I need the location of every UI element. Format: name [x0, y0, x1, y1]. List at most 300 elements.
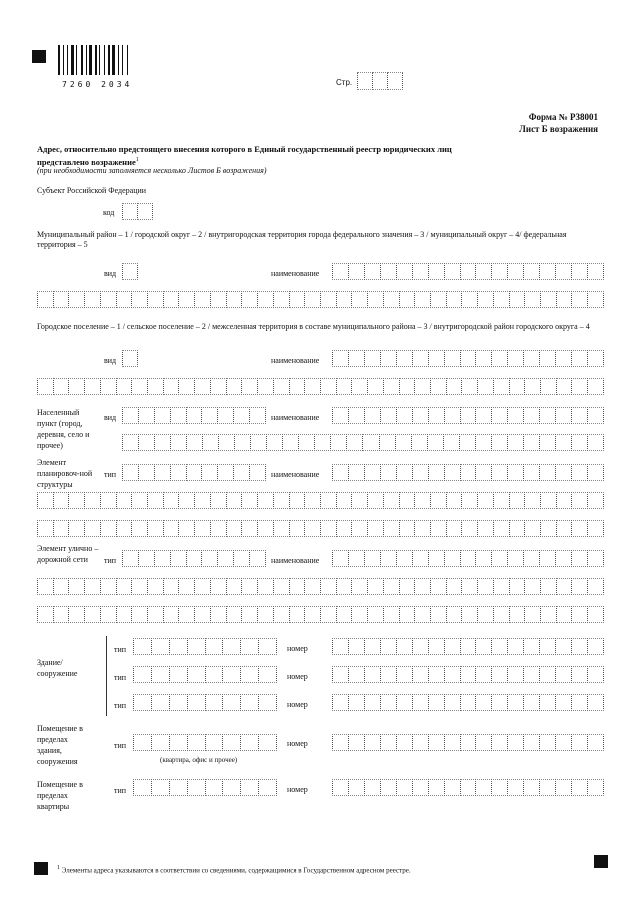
char-cell[interactable] — [37, 520, 54, 537]
char-cell[interactable] — [289, 378, 306, 395]
char-cell[interactable] — [460, 638, 477, 655]
char-cell[interactable] — [412, 666, 429, 683]
char-cell[interactable] — [154, 407, 171, 424]
char-cell[interactable] — [122, 407, 139, 424]
char-cell[interactable] — [587, 779, 604, 796]
char-cell[interactable] — [475, 434, 492, 451]
char-cell[interactable] — [444, 263, 461, 280]
char-cell[interactable] — [298, 434, 315, 451]
char-cell[interactable] — [507, 350, 524, 367]
char-cell[interactable] — [571, 638, 588, 655]
char-cell[interactable] — [383, 291, 400, 308]
char-cell[interactable] — [380, 734, 397, 751]
char-cell[interactable] — [383, 606, 400, 623]
settlement-name-field[interactable] — [332, 350, 603, 367]
char-cell[interactable] — [396, 779, 413, 796]
char-cell[interactable] — [446, 606, 463, 623]
char-cell[interactable] — [282, 434, 299, 451]
char-cell[interactable] — [122, 464, 139, 481]
char-cell[interactable] — [524, 578, 541, 595]
char-cell[interactable] — [523, 694, 540, 711]
char-cell[interactable] — [396, 734, 413, 751]
char-cell[interactable] — [587, 694, 604, 711]
char-cell[interactable] — [587, 550, 604, 567]
char-cell[interactable] — [233, 464, 250, 481]
char-cell[interactable] — [37, 578, 54, 595]
char-cell[interactable] — [289, 606, 306, 623]
char-cell[interactable] — [210, 378, 227, 395]
char-cell[interactable] — [226, 520, 243, 537]
char-cell[interactable] — [523, 734, 540, 751]
char-cell[interactable] — [380, 550, 397, 567]
char-cell[interactable] — [258, 779, 277, 796]
char-cell[interactable] — [428, 694, 445, 711]
char-cell[interactable] — [367, 291, 384, 308]
char-cell[interactable] — [509, 291, 526, 308]
char-cell[interactable] — [116, 606, 133, 623]
char-cell[interactable] — [571, 492, 588, 509]
street-name-field[interactable] — [332, 550, 603, 567]
char-cell[interactable] — [491, 779, 508, 796]
char-cell[interactable] — [320, 378, 337, 395]
building-type-field-2[interactable] — [133, 666, 276, 683]
char-cell[interactable] — [380, 350, 397, 367]
char-cell[interactable] — [412, 734, 429, 751]
char-cell[interactable] — [460, 694, 477, 711]
char-cell[interactable] — [201, 464, 218, 481]
char-cell[interactable] — [241, 606, 258, 623]
char-cell[interactable] — [133, 638, 152, 655]
char-cell[interactable] — [194, 520, 211, 537]
char-cell[interactable] — [587, 520, 604, 537]
char-cell[interactable] — [336, 378, 353, 395]
char-cell[interactable] — [540, 291, 557, 308]
char-cell[interactable] — [460, 779, 477, 796]
char-cell[interactable] — [395, 434, 412, 451]
char-cell[interactable] — [446, 492, 463, 509]
char-cell[interactable] — [493, 578, 510, 595]
char-cell[interactable] — [249, 550, 266, 567]
char-cell[interactable] — [444, 407, 461, 424]
char-cell[interactable] — [396, 464, 413, 481]
char-cell[interactable] — [412, 550, 429, 567]
char-cell[interactable] — [210, 578, 227, 595]
char-cell[interactable] — [444, 350, 461, 367]
char-cell[interactable] — [348, 263, 365, 280]
char-cell[interactable] — [273, 291, 290, 308]
char-cell[interactable] — [399, 520, 416, 537]
char-cell[interactable] — [304, 578, 321, 595]
char-cell[interactable] — [194, 378, 211, 395]
char-cell[interactable] — [587, 492, 604, 509]
char-cell[interactable] — [571, 263, 588, 280]
char-cell[interactable] — [304, 492, 321, 509]
char-cell[interactable] — [412, 350, 429, 367]
char-cell[interactable] — [194, 291, 211, 308]
page-number-field[interactable] — [357, 72, 402, 90]
char-cell[interactable] — [332, 734, 349, 751]
char-cell[interactable] — [217, 550, 234, 567]
char-cell[interactable] — [587, 378, 604, 395]
char-cell[interactable] — [53, 520, 70, 537]
char-cell[interactable] — [258, 666, 277, 683]
room-apartment-number-field[interactable] — [332, 779, 603, 796]
char-cell[interactable] — [523, 638, 540, 655]
char-cell[interactable] — [493, 291, 510, 308]
char-cell[interactable] — [430, 492, 447, 509]
char-cell[interactable] — [100, 492, 117, 509]
char-cell[interactable] — [351, 492, 368, 509]
char-cell[interactable] — [507, 734, 524, 751]
char-cell[interactable] — [273, 378, 290, 395]
char-cell[interactable] — [154, 434, 171, 451]
char-cell[interactable] — [539, 694, 556, 711]
char-cell[interactable] — [346, 434, 363, 451]
char-cell[interactable] — [257, 291, 274, 308]
char-cell[interactable] — [556, 492, 573, 509]
char-cell[interactable] — [351, 520, 368, 537]
char-cell[interactable] — [169, 779, 188, 796]
char-cell[interactable] — [348, 694, 365, 711]
char-cell[interactable] — [348, 666, 365, 683]
char-cell[interactable] — [68, 578, 85, 595]
char-cell[interactable] — [222, 666, 241, 683]
char-cell[interactable] — [131, 291, 148, 308]
char-cell[interactable] — [380, 666, 397, 683]
char-cell[interactable] — [461, 492, 478, 509]
char-cell[interactable] — [571, 434, 588, 451]
char-cell[interactable] — [258, 734, 277, 751]
char-cell[interactable] — [178, 578, 195, 595]
char-cell[interactable] — [477, 520, 494, 537]
char-cell[interactable] — [169, 734, 188, 751]
char-cell[interactable] — [367, 492, 384, 509]
char-cell[interactable] — [475, 350, 492, 367]
municipal-name-field[interactable] — [332, 263, 603, 280]
char-cell[interactable] — [587, 638, 604, 655]
char-cell[interactable] — [555, 407, 572, 424]
char-cell[interactable] — [555, 550, 572, 567]
char-cell[interactable] — [555, 464, 572, 481]
char-cell[interactable] — [258, 694, 277, 711]
char-cell[interactable] — [428, 464, 445, 481]
char-cell[interactable] — [266, 434, 283, 451]
char-cell[interactable] — [367, 578, 384, 595]
char-cell[interactable] — [396, 350, 413, 367]
char-cell[interactable] — [428, 779, 445, 796]
char-cell[interactable] — [493, 606, 510, 623]
char-cell[interactable] — [539, 550, 556, 567]
char-cell[interactable] — [222, 694, 241, 711]
char-cell[interactable] — [348, 550, 365, 567]
char-cell[interactable] — [133, 734, 152, 751]
char-cell[interactable] — [475, 464, 492, 481]
char-cell[interactable] — [100, 378, 117, 395]
planning-name-field-2[interactable] — [37, 492, 603, 509]
char-cell[interactable] — [367, 606, 384, 623]
char-cell[interactable] — [131, 520, 148, 537]
char-cell[interactable] — [367, 378, 384, 395]
municipal-name-field-2[interactable] — [37, 291, 603, 308]
char-cell[interactable] — [428, 407, 445, 424]
char-cell[interactable] — [186, 550, 203, 567]
char-cell[interactable] — [509, 520, 526, 537]
char-cell[interactable] — [205, 666, 224, 683]
char-cell[interactable] — [131, 578, 148, 595]
char-cell[interactable] — [555, 638, 572, 655]
building-type-field-1[interactable] — [133, 638, 276, 655]
char-cell[interactable] — [205, 638, 224, 655]
char-cell[interactable] — [587, 606, 604, 623]
char-cell[interactable] — [587, 434, 604, 451]
char-cell[interactable] — [100, 520, 117, 537]
char-cell[interactable] — [178, 606, 195, 623]
char-cell[interactable] — [304, 606, 321, 623]
char-cell[interactable] — [380, 464, 397, 481]
char-cell[interactable] — [222, 734, 241, 751]
char-cell[interactable] — [122, 434, 139, 451]
char-cell[interactable] — [205, 734, 224, 751]
char-cell[interactable] — [367, 520, 384, 537]
locality-kind-field[interactable] — [122, 407, 265, 424]
char-cell[interactable] — [226, 492, 243, 509]
char-cell[interactable] — [524, 492, 541, 509]
char-cell[interactable] — [53, 291, 70, 308]
char-cell[interactable] — [210, 606, 227, 623]
char-cell[interactable] — [587, 263, 604, 280]
char-cell[interactable] — [571, 291, 588, 308]
char-cell[interactable] — [351, 606, 368, 623]
char-cell[interactable] — [116, 520, 133, 537]
char-cell[interactable] — [587, 407, 604, 424]
char-cell[interactable] — [539, 464, 556, 481]
char-cell[interactable] — [217, 407, 234, 424]
char-cell[interactable] — [194, 578, 211, 595]
char-cell[interactable] — [348, 407, 365, 424]
char-cell[interactable] — [475, 263, 492, 280]
char-cell[interactable] — [138, 434, 155, 451]
char-cell[interactable] — [170, 434, 187, 451]
subject-code-field[interactable] — [122, 203, 152, 220]
char-cell[interactable] — [201, 407, 218, 424]
char-cell[interactable] — [556, 291, 573, 308]
street-type-field[interactable] — [122, 550, 265, 567]
char-cell[interactable] — [507, 407, 524, 424]
char-cell[interactable] — [84, 520, 101, 537]
char-cell[interactable] — [477, 492, 494, 509]
char-cell[interactable] — [446, 291, 463, 308]
char-cell[interactable] — [122, 550, 139, 567]
char-cell[interactable] — [364, 263, 381, 280]
char-cell[interactable] — [364, 694, 381, 711]
char-cell[interactable] — [138, 550, 155, 567]
char-cell[interactable] — [555, 434, 572, 451]
char-cell[interactable] — [491, 350, 508, 367]
char-cell[interactable] — [428, 350, 445, 367]
char-cell[interactable] — [320, 520, 337, 537]
building-number-field-3[interactable] — [332, 694, 603, 711]
char-cell[interactable] — [332, 550, 349, 567]
char-cell[interactable] — [131, 378, 148, 395]
char-cell[interactable] — [131, 606, 148, 623]
char-cell[interactable] — [555, 779, 572, 796]
char-cell[interactable] — [571, 350, 588, 367]
char-cell[interactable] — [116, 492, 133, 509]
char-cell[interactable] — [364, 666, 381, 683]
char-cell[interactable] — [314, 434, 331, 451]
char-cell[interactable] — [428, 638, 445, 655]
char-cell[interactable] — [84, 606, 101, 623]
char-cell[interactable] — [491, 550, 508, 567]
char-cell[interactable] — [507, 464, 524, 481]
building-number-field-2[interactable] — [332, 666, 603, 683]
char-cell[interactable] — [523, 779, 540, 796]
planning-name-field-3[interactable] — [37, 520, 603, 537]
char-cell[interactable] — [147, 378, 164, 395]
char-cell[interactable] — [163, 492, 180, 509]
char-cell[interactable] — [524, 378, 541, 395]
char-cell[interactable] — [100, 291, 117, 308]
char-cell[interactable] — [383, 520, 400, 537]
char-cell[interactable] — [241, 492, 258, 509]
char-cell[interactable] — [187, 638, 206, 655]
char-cell[interactable] — [68, 520, 85, 537]
char-cell[interactable] — [169, 666, 188, 683]
char-cell[interactable] — [241, 578, 258, 595]
char-cell[interactable] — [336, 520, 353, 537]
char-cell[interactable] — [163, 578, 180, 595]
char-cell[interactable] — [475, 779, 492, 796]
char-cell[interactable] — [151, 694, 170, 711]
municipal-kind-field[interactable] — [122, 263, 137, 280]
char-cell[interactable] — [399, 291, 416, 308]
char-cell[interactable] — [524, 291, 541, 308]
char-cell[interactable] — [178, 291, 195, 308]
char-cell[interactable] — [523, 464, 540, 481]
building-number-field-1[interactable] — [332, 638, 603, 655]
char-cell[interactable] — [201, 550, 218, 567]
char-cell[interactable] — [509, 606, 526, 623]
char-cell[interactable] — [524, 606, 541, 623]
char-cell[interactable] — [170, 407, 187, 424]
char-cell[interactable] — [414, 492, 431, 509]
char-cell[interactable] — [147, 578, 164, 595]
char-cell[interactable] — [362, 434, 379, 451]
char-cell[interactable] — [257, 606, 274, 623]
char-cell[interactable] — [332, 779, 349, 796]
char-cell[interactable] — [411, 434, 428, 451]
char-cell[interactable] — [151, 779, 170, 796]
char-cell[interactable] — [524, 520, 541, 537]
char-cell[interactable] — [491, 666, 508, 683]
char-cell[interactable] — [383, 578, 400, 595]
char-cell[interactable] — [170, 464, 187, 481]
char-cell[interactable] — [571, 464, 588, 481]
char-cell[interactable] — [475, 734, 492, 751]
char-cell[interactable] — [186, 407, 203, 424]
char-cell[interactable] — [460, 666, 477, 683]
char-cell[interactable] — [210, 291, 227, 308]
char-cell[interactable] — [304, 520, 321, 537]
char-cell[interactable] — [187, 734, 206, 751]
char-cell[interactable] — [226, 606, 243, 623]
planning-name-field[interactable] — [332, 464, 603, 481]
char-cell[interactable] — [446, 578, 463, 595]
char-cell[interactable] — [383, 378, 400, 395]
char-cell[interactable] — [523, 407, 540, 424]
char-cell[interactable] — [289, 492, 306, 509]
char-cell[interactable] — [380, 779, 397, 796]
char-cell[interactable] — [430, 520, 447, 537]
char-cell[interactable] — [53, 492, 70, 509]
char-cell[interactable] — [304, 291, 321, 308]
char-cell[interactable] — [491, 734, 508, 751]
char-cell[interactable] — [380, 263, 397, 280]
char-cell[interactable] — [351, 378, 368, 395]
char-cell[interactable] — [507, 434, 524, 451]
char-cell[interactable] — [320, 291, 337, 308]
char-cell[interactable] — [217, 464, 234, 481]
street-name-field-2[interactable] — [37, 578, 603, 595]
char-cell[interactable] — [234, 434, 251, 451]
char-cell[interactable] — [412, 407, 429, 424]
char-cell[interactable] — [460, 263, 477, 280]
char-cell[interactable] — [163, 291, 180, 308]
char-cell[interactable] — [412, 694, 429, 711]
char-cell[interactable] — [399, 606, 416, 623]
char-cell[interactable] — [477, 606, 494, 623]
char-cell[interactable] — [178, 378, 195, 395]
char-cell[interactable] — [460, 350, 477, 367]
char-cell[interactable] — [556, 378, 573, 395]
char-cell[interactable] — [222, 638, 241, 655]
char-cell[interactable] — [509, 378, 526, 395]
char-cell[interactable] — [186, 434, 203, 451]
char-cell[interactable] — [84, 291, 101, 308]
char-cell[interactable] — [194, 492, 211, 509]
char-cell[interactable] — [412, 464, 429, 481]
char-cell[interactable] — [587, 464, 604, 481]
char-cell[interactable] — [460, 464, 477, 481]
char-cell[interactable] — [37, 492, 54, 509]
char-cell[interactable] — [187, 666, 206, 683]
char-cell[interactable] — [555, 666, 572, 683]
char-cell[interactable] — [444, 779, 461, 796]
char-cell[interactable] — [240, 779, 259, 796]
char-cell[interactable] — [493, 492, 510, 509]
char-cell[interactable] — [444, 666, 461, 683]
char-cell[interactable] — [475, 638, 492, 655]
char-cell[interactable] — [414, 578, 431, 595]
char-cell[interactable] — [475, 407, 492, 424]
char-cell[interactable] — [332, 263, 349, 280]
char-cell[interactable] — [571, 734, 588, 751]
room-building-number-field[interactable] — [332, 734, 603, 751]
char-cell[interactable] — [68, 606, 85, 623]
char-cell[interactable] — [444, 694, 461, 711]
char-cell[interactable] — [194, 606, 211, 623]
char-cell[interactable] — [444, 734, 461, 751]
char-cell[interactable] — [348, 638, 365, 655]
char-cell[interactable] — [539, 407, 556, 424]
char-cell[interactable] — [571, 694, 588, 711]
char-cell[interactable] — [364, 464, 381, 481]
char-cell[interactable] — [556, 520, 573, 537]
char-cell[interactable] — [414, 606, 431, 623]
locality-name-field[interactable] — [332, 407, 603, 424]
char-cell[interactable] — [399, 492, 416, 509]
char-cell[interactable] — [351, 291, 368, 308]
